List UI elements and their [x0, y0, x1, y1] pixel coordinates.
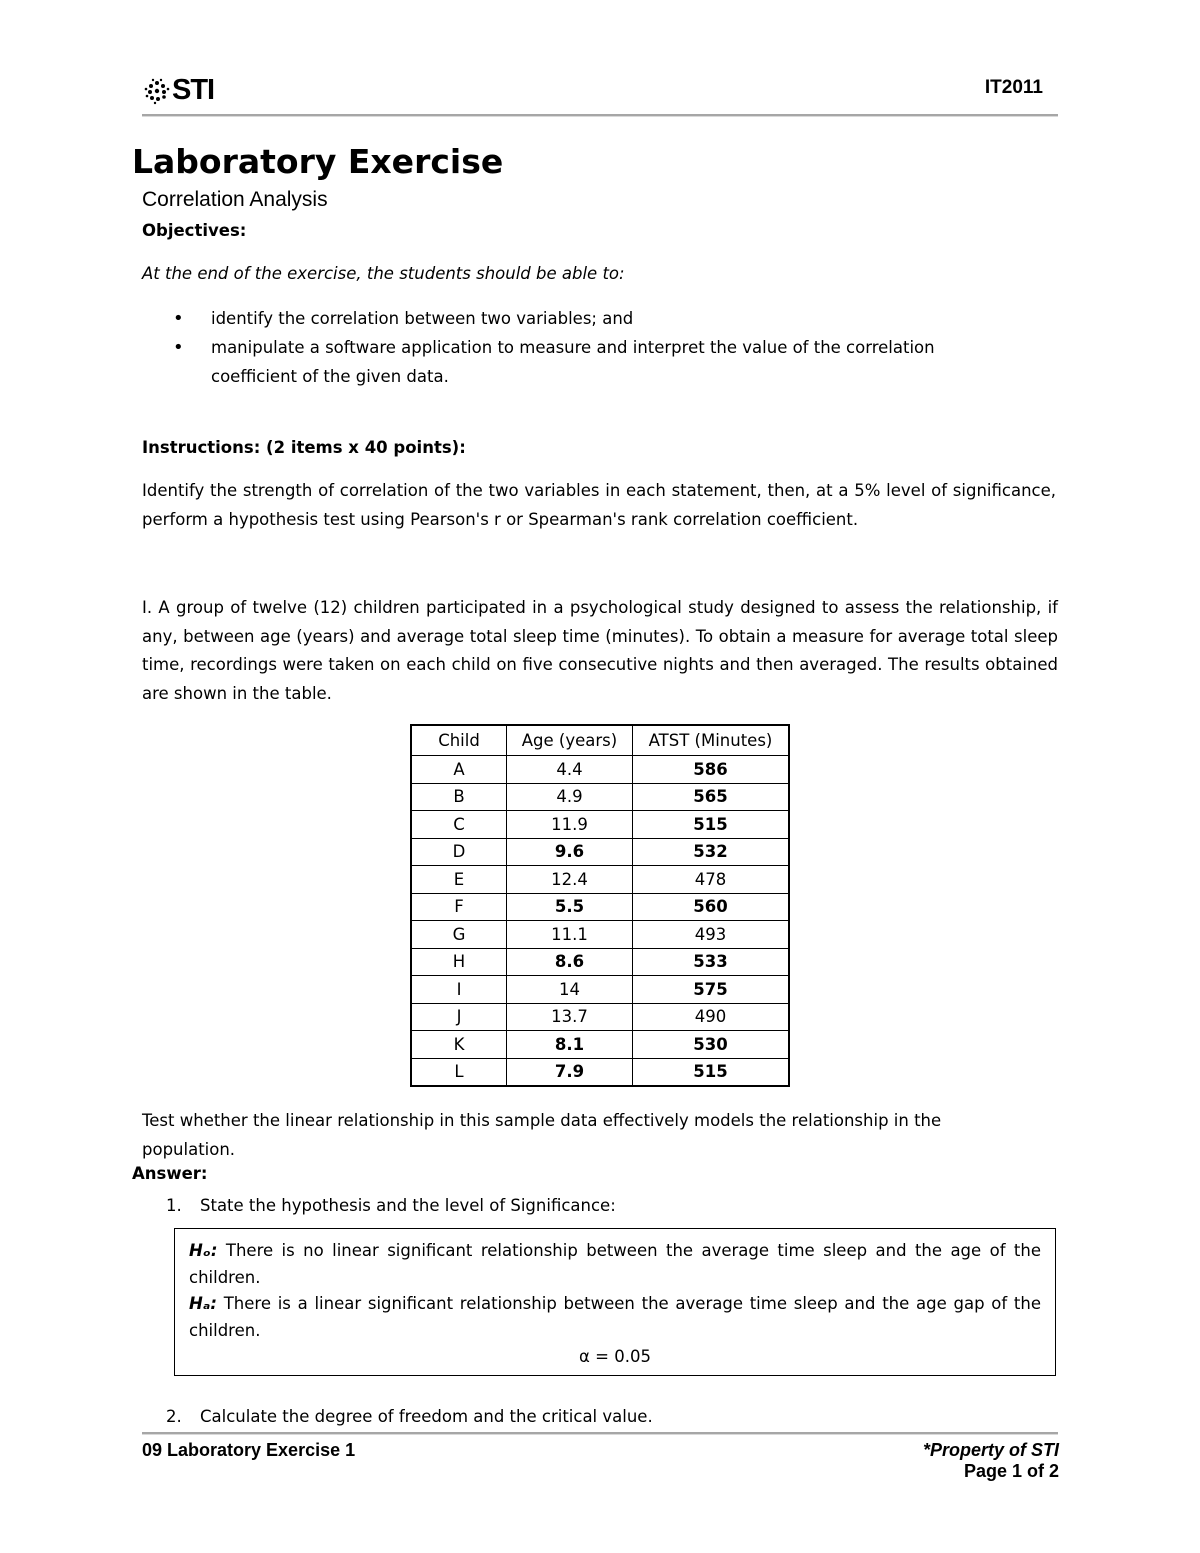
column-header-atst: ATST (Minutes): [633, 725, 790, 756]
table-cell: K: [411, 1031, 507, 1059]
table-header-row: [411, 725, 789, 756]
list-item: • manipulate a software application to measure and interpret the value of the correlation coefficient of the given data.: [170, 333, 1000, 391]
null-hypothesis-label: Hₒ:: [189, 1241, 218, 1260]
table-cell: 12.4: [507, 866, 633, 894]
footer-page-number: Page 1 of 2: [963, 1461, 1059, 1481]
table-cell: 530: [633, 1031, 790, 1059]
table-row: [411, 1003, 789, 1031]
table-row: [411, 1058, 789, 1086]
table-cell: J: [411, 1003, 507, 1031]
table-cell: 478: [633, 866, 790, 894]
footer-divider: [142, 1432, 1058, 1434]
alternative-hypothesis-text: There is a linear significant relationship between the average time sleep and the age gap of the children.: [189, 1294, 1041, 1340]
table-cell: 4.9: [507, 783, 633, 811]
objectives-intro: At the end of the exercise, the students should be able to:: [142, 264, 625, 283]
table-cell: C: [411, 811, 507, 839]
table-row: [411, 1031, 789, 1059]
table-cell: E: [411, 866, 507, 894]
table-cell: 532: [633, 838, 790, 866]
table-cell: 575: [633, 976, 790, 1004]
step-text: State the hypothesis and the level of Significance:: [200, 1196, 616, 1215]
table-cell: G: [411, 921, 507, 949]
table-cell: 533: [633, 948, 790, 976]
table-cell: 515: [633, 1058, 790, 1086]
instructions-text: Identify the strength of correlation of the two variables in each statement, then, at a 5% level of significance, perform a hypothesis test using Pearson's r or Spearman's rank correlation coefficient.: [142, 481, 1056, 529]
step-text: Calculate the degree of freedom and the critical value.: [200, 1407, 653, 1426]
table-row: [411, 838, 789, 866]
table-row: [411, 976, 789, 1004]
table-row: [411, 921, 789, 949]
question-text: Test whether the linear relationship in this sample data effectively models the relationship in the population.: [142, 1111, 942, 1159]
table-cell: 8.1: [507, 1031, 633, 1059]
null-hypothesis-text: There is no linear significant relationship between the average time sleep and the age of the children.: [189, 1241, 1041, 1287]
table-row: [411, 756, 789, 784]
table-cell: 5.5: [507, 893, 633, 921]
page-subtitle: Correlation Analysis: [142, 188, 328, 211]
table-cell: 11.1: [507, 921, 633, 949]
column-header-child: Child: [411, 725, 507, 756]
table-cell: 4.4: [507, 756, 633, 784]
page-title: Laboratory Exercise: [132, 142, 504, 181]
table-cell: 560: [633, 893, 790, 921]
table-cell: F: [411, 893, 507, 921]
table-cell: 14: [507, 976, 633, 1004]
problem-text: I. A group of twelve (12) children participated in a psychological study designed to assess the relationship, if any, between age (years) and average total sleep time (minutes). To obtain a measure for average total sleep time, recordings were taken on each child on five consecutive nights and then averaged. The results obtained are shown in the table.: [142, 598, 1058, 703]
table-cell: H: [411, 948, 507, 976]
table-row: [411, 783, 789, 811]
table-cell: B: [411, 783, 507, 811]
answer-label: Answer:: [132, 1164, 208, 1183]
footer-property: *Property of STI: [922, 1440, 1059, 1460]
alternative-hypothesis-label: Hₐ:: [189, 1294, 217, 1313]
table-row: [411, 866, 789, 894]
instructions-heading: Instructions: (2 items x 40 points):: [142, 438, 466, 457]
column-header-age: Age (years): [507, 725, 633, 756]
table-cell: 8.6: [507, 948, 633, 976]
table-cell: D: [411, 838, 507, 866]
table-cell: 565: [633, 783, 790, 811]
significance-level: α = 0.05: [579, 1347, 651, 1366]
step-1: [166, 1196, 616, 1215]
objectives-heading: Objectives:: [142, 221, 247, 240]
table-cell: L: [411, 1058, 507, 1086]
table-cell: A: [411, 756, 507, 784]
data-table: [410, 724, 790, 1087]
sti-globe-icon: [143, 77, 171, 105]
footer-doc-name: 09 Laboratory Exercise 1: [142, 1440, 356, 1460]
table-cell: I: [411, 976, 507, 1004]
alternative-hypothesis: [189, 1291, 1041, 1344]
footer-right: [923, 1440, 1059, 1482]
table-row: [411, 893, 789, 921]
list-item: • identify the correlation between two variables; and: [170, 304, 1000, 333]
table-cell: 11.9: [507, 811, 633, 839]
table-cell: 493: [633, 921, 790, 949]
logo-text: STI: [172, 74, 215, 106]
header-divider: [142, 114, 1058, 116]
table-row: [411, 811, 789, 839]
table-cell: 7.9: [507, 1058, 633, 1086]
hypothesis-box: [174, 1228, 1056, 1376]
table-cell: 586: [633, 756, 790, 784]
sti-logo: [143, 74, 214, 107]
step-number: 1.: [166, 1196, 182, 1215]
table-cell: 490: [633, 1003, 790, 1031]
table-cell: 9.6: [507, 838, 633, 866]
objectives-list: [170, 304, 1000, 391]
step-2: [166, 1407, 653, 1426]
course-code: IT2011: [984, 77, 1043, 98]
step-number: 2.: [166, 1407, 182, 1426]
table-row: [411, 948, 789, 976]
table-cell: 515: [633, 811, 790, 839]
null-hypothesis: [189, 1238, 1041, 1291]
table-cell: 13.7: [507, 1003, 633, 1031]
